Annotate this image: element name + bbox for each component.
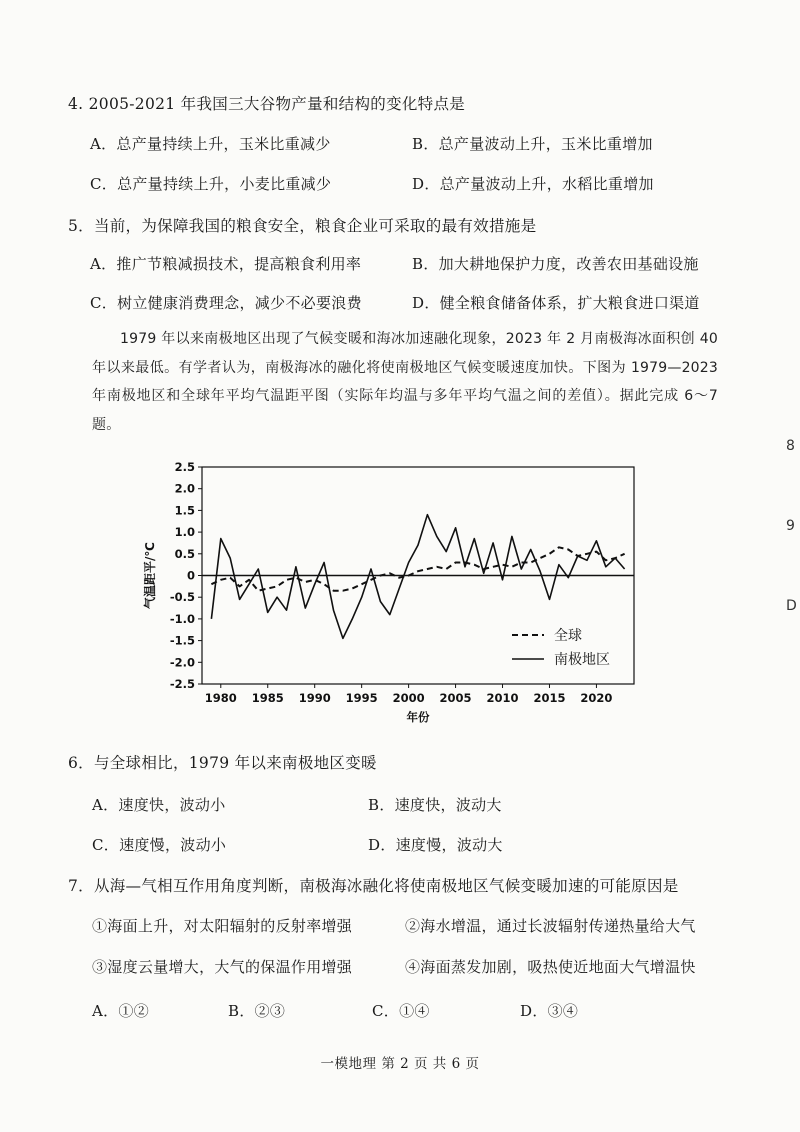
q7-item-3: ③湿度云量增大，大气的保温作用增强 xyxy=(92,958,353,976)
edge-mark: 8 xyxy=(786,438,795,454)
x-tick-label: 2010 xyxy=(486,691,519,705)
edge-mark: D xyxy=(786,598,797,614)
x-tick-label: 2020 xyxy=(580,691,613,705)
chart-axes xyxy=(142,460,634,724)
x-tick-label: 1995 xyxy=(345,691,378,705)
legend-label: 南极地区 xyxy=(554,652,610,668)
q6-option-a[interactable]: A．速度快，波动小 xyxy=(92,796,226,814)
question-5-stem: 5．当前，为保障我国的粮食安全，粮食企业可采取的最有效措施是 xyxy=(68,217,537,235)
q4-option-d[interactable]: D．总产量波动上升，水稻比重增加 xyxy=(412,175,654,193)
y-tick-label: 0.5 xyxy=(174,546,195,561)
y-tick-label: -1.0 xyxy=(169,611,195,626)
y-tick-label: -0.5 xyxy=(169,590,195,605)
x-tick-label: 2005 xyxy=(439,691,472,705)
q4-option-a[interactable]: A．总产量持续上升，玉米比重减少 xyxy=(90,135,331,153)
y-tick-label: 1.0 xyxy=(174,525,195,540)
q5-option-c[interactable]: C．树立健康消费理念，减少不必要浪费 xyxy=(90,294,362,312)
q5-option-b[interactable]: B．加大耕地保护力度，改善农田基础设施 xyxy=(412,255,699,273)
x-tick-label: 2015 xyxy=(533,691,566,705)
q7-option-a[interactable]: A．①② xyxy=(92,1002,150,1020)
q7-option-d[interactable]: D．③④ xyxy=(520,1002,579,1020)
legend-label: 全球 xyxy=(554,628,582,644)
q6-option-d[interactable]: D．速度慢，波动大 xyxy=(368,836,503,854)
chart-legend xyxy=(512,628,610,668)
question-6-stem: 6．与全球相比，1979 年以来南极地区变暖 xyxy=(68,754,377,772)
x-tick-label: 2000 xyxy=(392,691,425,705)
temperature-anomaly-chart xyxy=(140,452,640,742)
y-tick-label: 0 xyxy=(186,568,195,583)
y-tick-label: -2.5 xyxy=(169,677,195,691)
x-tick-label: 1990 xyxy=(298,691,331,705)
q7-item-4: ④海面蒸发加剧，吸热使近地面大气增温快 xyxy=(405,958,696,976)
question-4-stem: 4. 2005-2021 年我国三大谷物产量和结构的变化特点是 xyxy=(68,95,466,113)
series-line-antarctic xyxy=(211,515,624,639)
q6-option-c[interactable]: C．速度慢，波动小 xyxy=(92,836,227,854)
q5-option-a[interactable]: A．推广节粮减损技术，提高粮食利用率 xyxy=(90,255,362,273)
q7-item-1: ①海面上升，对太阳辐射的反射率增强 xyxy=(92,917,353,935)
q7-option-b[interactable]: B．②③ xyxy=(228,1002,286,1020)
y-tick-label: 2.0 xyxy=(174,481,195,496)
question-7-stem: 7．从海—气相互作用角度判断，南极海冰融化将使南极地区气候变暖加速的可能原因是 xyxy=(68,877,679,895)
q6-option-b[interactable]: B．速度快，波动大 xyxy=(368,796,502,814)
page-footer: 一模地理 第 2 页 共 6 页 xyxy=(320,1056,480,1072)
q7-option-c[interactable]: C．①④ xyxy=(372,1002,430,1020)
x-tick-label: 1985 xyxy=(251,691,284,705)
y-axis-label: 气温距平/℃ xyxy=(143,542,157,609)
q4-option-b[interactable]: B．总产量波动上升，玉米比重增加 xyxy=(412,135,653,153)
y-tick-label: 2.5 xyxy=(174,460,195,474)
x-axis-label: 年份 xyxy=(406,710,430,724)
q7-item-2: ②海水增温，通过长波辐射传递热量给大气 xyxy=(405,917,696,935)
q5-option-d[interactable]: D．健全粮食储备体系，扩大粮食进口渠道 xyxy=(412,294,700,312)
q4-option-c[interactable]: C．总产量持续上升，小麦比重减少 xyxy=(90,175,332,193)
edge-mark: 9 xyxy=(786,518,795,534)
y-tick-label: -2.0 xyxy=(169,655,195,670)
y-tick-label: -1.5 xyxy=(169,633,195,648)
passage-text: 1979 年以来南极地区出现了气候变暖和海冰加速融化现象，2023 年 2 月南极海冰面积创 40 年以来最低。有学者认为，南极海冰的融化将使南极地区气候变暖速度加快。下图为 1979—2023 年南极地区和全球年平均气温距平图（实际年均温与多年平均气温之间的差值）。据此完成 6～7 题。 xyxy=(92,331,718,433)
y-tick-label: 1.5 xyxy=(174,503,195,518)
chart-series xyxy=(211,515,624,639)
reading-passage xyxy=(92,325,718,439)
x-tick-label: 1980 xyxy=(204,691,237,705)
